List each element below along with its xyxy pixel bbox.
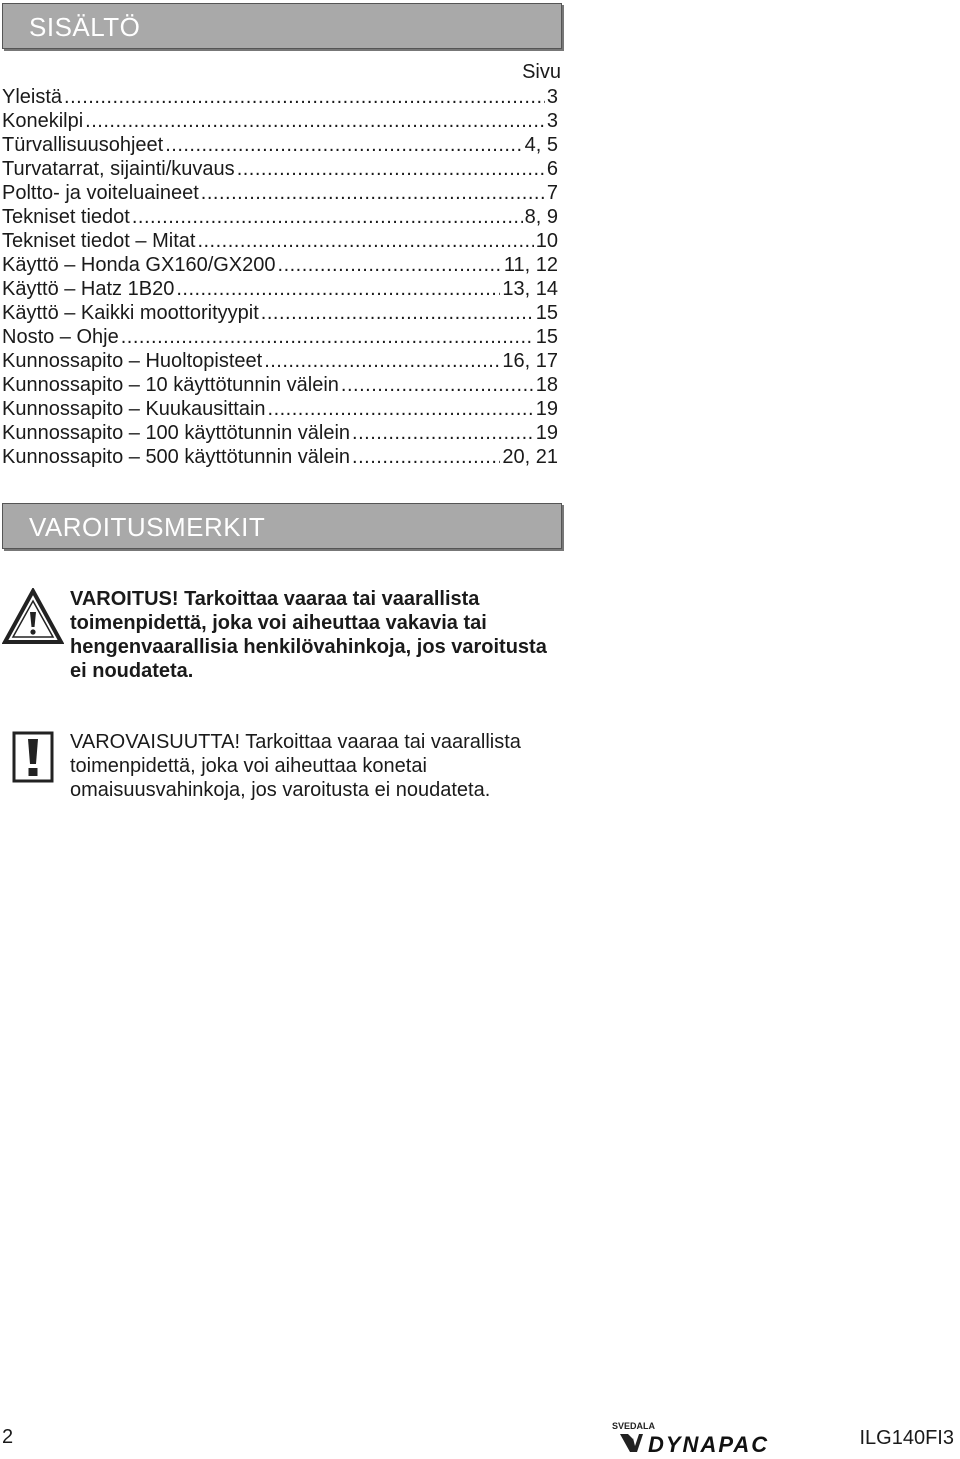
- toc-entry-page: 4, 5: [524, 134, 558, 156]
- logo-small-text: SVEDALA: [612, 1421, 656, 1431]
- toc-entry-page: 18: [535, 374, 558, 396]
- toc-entry-page: 11, 12: [503, 254, 558, 276]
- toc-entry-title: Poltto- ja voiteluaineet: [2, 182, 199, 204]
- toc-entry[interactable]: [2, 325, 558, 349]
- toc-entry-page: 8, 9: [524, 206, 558, 228]
- toc-entry[interactable]: [2, 181, 558, 205]
- toc-entry-title: Käyttö – Kaikki moottorityypit: [2, 302, 259, 324]
- dot-leader: [201, 181, 545, 205]
- dot-leader: [132, 205, 523, 229]
- caution-text: VAROVAISUUTTA! Tarkoittaa vaaraa tai vaarallista toimenpidettä, joka voi aiheuttaa konetai omaisuusvahinkoja, jos varoitusta ei noudateta.: [70, 731, 521, 801]
- dot-leader: [352, 445, 500, 469]
- dot-leader: [264, 349, 500, 373]
- toc-entry[interactable]: [2, 397, 558, 421]
- toc-header: SISÄLTÖ: [2, 3, 562, 49]
- dot-leader: [268, 397, 534, 421]
- warning-text: VAROITUS! Tarkoittaa vaaraa tai vaarallista toimenpidettä, joka voi aiheuttaa vakavia tai hengenvaarallisia henkilövahinkoja, jos varoitusta ei noudateta.: [70, 588, 547, 682]
- dot-leader: [261, 301, 534, 325]
- toc-entry[interactable]: [2, 157, 558, 181]
- dot-leader: [165, 133, 522, 157]
- toc-entry[interactable]: [2, 301, 558, 325]
- toc-entry[interactable]: [2, 253, 558, 277]
- toc-entry-title: Käyttö – Honda GX160/GX200: [2, 254, 276, 276]
- toc-entry-page: 7: [546, 182, 558, 204]
- toc-entry[interactable]: [2, 205, 558, 229]
- toc-entry-page: 16, 17: [502, 350, 558, 372]
- toc-list: [2, 85, 558, 469]
- page-number: 2: [2, 1426, 14, 1448]
- toc-entry[interactable]: [2, 109, 558, 133]
- toc-entry-page: 15: [535, 302, 558, 324]
- toc-entry-title: Konekilpi: [2, 110, 84, 132]
- toc-entry-page: 19: [535, 422, 558, 444]
- toc-entry-title: Kunnossapito – 500 käyttötunnin välein: [2, 446, 351, 468]
- dot-leader: [237, 157, 545, 181]
- dynapac-logo: [612, 1420, 832, 1459]
- logo-text: DYNAPAC: [648, 1432, 770, 1454]
- toc-entry-title: Kunnossapito – Huoltopisteet: [2, 350, 263, 372]
- document-code: ILG140FI3: [859, 1427, 954, 1449]
- toc-entry-page: 3: [546, 110, 558, 132]
- toc-entry[interactable]: [2, 373, 558, 397]
- toc-entry-page: 3: [546, 86, 558, 108]
- toc-entry-title: Nosto – Ohje: [2, 326, 119, 348]
- warning-triangle-icon: [2, 588, 64, 651]
- toc-entry[interactable]: [2, 349, 558, 373]
- toc-entry[interactable]: [2, 133, 558, 157]
- toc-entry-page: 20, 21: [502, 446, 558, 468]
- dot-leader: [176, 277, 500, 301]
- toc-entry-title: Yleistä: [2, 86, 63, 108]
- toc-entry[interactable]: [2, 421, 558, 445]
- toc-entry[interactable]: [2, 277, 558, 301]
- toc-entry-page: 13, 14: [502, 278, 558, 300]
- toc-entry-title: Kunnossapito – 10 käyttötunnin välein: [2, 374, 339, 396]
- dot-leader: [85, 109, 545, 133]
- dot-leader: [278, 253, 502, 277]
- toc-entry-title: Türvallisuusohjeet: [2, 134, 164, 156]
- dot-leader: [64, 85, 545, 109]
- toc-entry-title: Tekniset tiedot: [2, 206, 130, 228]
- caution-exclamation-icon: [12, 731, 54, 788]
- toc-entry-title: Turvatarrat, sijainti/kuvaus: [2, 158, 235, 180]
- dot-leader: [197, 229, 533, 253]
- toc-entry[interactable]: [2, 445, 558, 469]
- dot-leader: [341, 373, 534, 397]
- toc-entry-title: Kunnossapito – 100 käyttötunnin välein: [2, 422, 351, 444]
- toc-entry-page: 6: [546, 158, 558, 180]
- page-column-label: Sivu: [522, 61, 561, 83]
- toc-entry[interactable]: [2, 229, 558, 253]
- toc-entry-page: 10: [535, 230, 558, 252]
- toc-entry-title: Tekniset tiedot – Mitat: [2, 230, 196, 252]
- dot-leader: [352, 421, 534, 445]
- toc-entry-title: Kunnossapito – Kuukausittain: [2, 398, 266, 420]
- toc-entry-page: 15: [535, 326, 558, 348]
- dot-leader: [121, 325, 534, 349]
- warnings-header: VAROITUSMERKIT: [2, 503, 562, 549]
- toc-entry-page: 19: [535, 398, 558, 420]
- toc-entry[interactable]: [2, 85, 558, 109]
- toc-entry-title: Käyttö – Hatz 1B20: [2, 278, 175, 300]
